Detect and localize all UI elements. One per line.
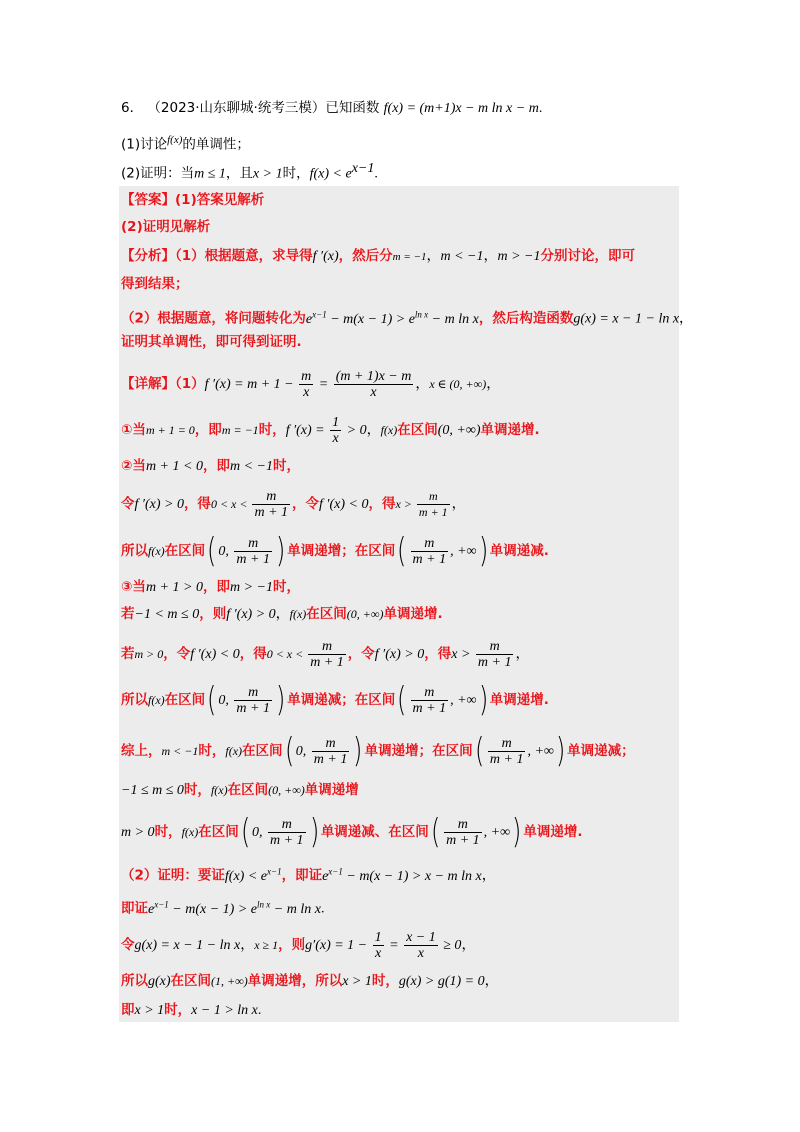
analysis-l3a: （2）根据题意，将问题转化为 — [121, 310, 306, 327]
answer-label: 【答案】 — [121, 192, 175, 208]
case3-r2-line: 若m > 0，令f ′(x) < 0，得0 < x < $\frac{m}{m + 1}$ ，令f ′(x) > 0，得x > $\frac{m}{m + 1}$ ， — [121, 638, 530, 670]
sum-c: 在区间 — [242, 743, 283, 759]
analysis-label: 【分析】 — [121, 248, 175, 264]
case3-r1a: 若 — [121, 606, 135, 622]
problem-source: （2023·山东聊城·统考三模）已知函数 — [147, 100, 380, 116]
q1-tail: 的单调性； — [182, 136, 250, 153]
part2-line-4: 所以g(x)在区间(1, +∞)单调递增，所以x > 1时，g(x) > g(1) = 0， — [121, 973, 499, 989]
case2-la: 令 — [121, 496, 135, 512]
q1-lead: (1)讨论 — [121, 136, 168, 153]
q2-lead: (2)证明：当 — [121, 165, 195, 182]
analysis-l1a: （1）根据题意，求导得 — [175, 248, 313, 264]
sum2-d: 单调递增 — [304, 782, 359, 798]
case3-sb: 在区间 — [164, 692, 206, 708]
case3-c: 时， — [272, 579, 300, 595]
case2-lb: ，得 — [183, 496, 211, 512]
case1-c: 时， — [258, 422, 286, 438]
sum3-d: 单调递减、在区间 — [320, 824, 429, 840]
case3-r2a: 若 — [121, 646, 135, 662]
q2-mid: ，且 — [225, 165, 253, 182]
part2-line-5: 即x > 1时，x − 1 > ln x. — [121, 1002, 262, 1018]
case3-a: ③当 — [121, 579, 146, 595]
sum-e: 单调递减； — [567, 743, 635, 759]
case3-r2e: ，得 — [424, 646, 452, 662]
p2-f: 所以 — [121, 973, 148, 989]
case3-so-line: 所以f(x)在区间( 0, $\frac{m}{m + 1}$ ) 单调递减；在区间( $\frac{m}{m + 1}$ , +∞) 单调递增. — [121, 680, 549, 720]
case3-r2d: ，令 — [347, 646, 375, 662]
case2-let-line: 令f ′(x) > 0，得0 < x < $\frac{m}{m + 1}$ ，令f ′(x) < 0，得x > $\frac{m}{m + 1}$ ， — [121, 488, 466, 520]
question-1 — [121, 131, 250, 154]
case3-r2b: ，令 — [163, 646, 191, 662]
problem-function: f(x) = (m+1)x − m ln x − m — [383, 101, 539, 116]
case3-sa: 所以 — [121, 692, 148, 708]
p2-g: 在区间 — [170, 973, 212, 989]
case2-c: 时， — [272, 458, 300, 474]
case2-so-line: 所以f(x)在区间( 0, $\frac{m}{m + 1}$ ) 单调递增；在区间( $\frac{m}{m + 1}$ , +∞) 单调递减. — [121, 531, 549, 571]
case3-sc: 单调递减；在区间 — [287, 692, 396, 708]
p2-j: 即 — [121, 1002, 135, 1018]
sum3-b: 时， — [154, 824, 182, 840]
case1-e: 单调递增. — [480, 422, 540, 438]
p2-c: 即证 — [121, 900, 148, 917]
case2-ld: ，得 — [368, 496, 396, 512]
sum2-b: 时， — [183, 782, 211, 798]
case3-r2c: ，得 — [239, 646, 267, 662]
analysis-l3b: ，然后构造函数 — [478, 310, 574, 327]
sum-b: 时， — [198, 743, 226, 759]
sum3-c: 在区间 — [198, 824, 239, 840]
case2-sd: 单调递减. — [489, 543, 549, 559]
case2-a: ②当 — [121, 458, 146, 474]
case3-r1c: 在区间 — [306, 606, 347, 622]
p2-k: 时， — [164, 1002, 192, 1018]
case2-sb: 在区间 — [164, 543, 206, 559]
p2-a: （2）证明：要证 — [121, 867, 225, 884]
q2-ineq: f(x) < e — [309, 166, 352, 182]
analysis-line-1: 【分析】（1）根据题意，求导得f ′(x)，然后分m = −1，m < −1，m > −1分别讨论，即可 — [121, 248, 635, 264]
case3-r1b: ，则 — [199, 606, 227, 622]
answer-1: (1)答案见解析 — [175, 192, 265, 208]
case2-sa: 所以 — [121, 543, 148, 559]
analysis-line-2 — [121, 275, 189, 293]
case3-sd: 单调递增. — [489, 692, 549, 708]
p2-i: 时， — [371, 973, 399, 989]
answer-line-2 — [121, 218, 210, 236]
sum-d: 单调递增；在区间 — [364, 743, 473, 759]
analysis-l2: 得到结果； — [121, 276, 189, 292]
case2-b: ，即 — [202, 458, 230, 474]
summary-line-1: 综上，m < −1时，f(x)在区间( 0, $\frac{m}{m + 1}$ ) 单调递增；在区间( $\frac{m}{m + 1}$ , +∞) 单调递减； — [121, 731, 635, 771]
p2-b: ，即证 — [281, 867, 323, 884]
summary-line-2: −1 ≤ m ≤ 0时，f(x)在区间(0, +∞)单调递增 — [121, 782, 359, 798]
sum3-e: 单调递增. — [523, 824, 583, 840]
analysis-line-4 — [121, 333, 302, 351]
case2-line: ②当m + 1 < 0，即m < −1时， — [121, 458, 300, 474]
case3-r1d: 单调递增. — [383, 606, 443, 622]
analysis-l1c: 分别讨论，即可 — [540, 248, 635, 264]
detail-line-1: 【详解】（1）f ′(x) = m + 1 − $\frac{m}{x}$ = $\frac{(m + 1)x - m}{x}$ ，x ∈ (0, +∞)， — [121, 368, 501, 400]
question-2: (2)证明：当m ≤ 1，且x > 1时，$f(x) < e^{x-1}$. — [121, 161, 378, 182]
case3-b: ，即 — [202, 579, 230, 595]
case3-line: ③当m + 1 > 0，即m > −1时， — [121, 579, 300, 595]
q2-tail: 时， — [282, 165, 310, 182]
analysis-l4: 证明其单调性，即可得到证明. — [121, 334, 302, 350]
q2-cond: m ≤ 1 — [194, 166, 226, 182]
problem-number: 6． — [121, 100, 144, 116]
p2-d: 令 — [121, 937, 135, 953]
detail-p1: （1） — [175, 376, 205, 392]
problem-line: 6． （2023·山东聊城·统考三模）已知函数 f(x) = (m+1)x − m ln x − m. — [121, 100, 543, 116]
q2-cond2: x > 1 — [252, 166, 283, 182]
q1-func: f(x) — [167, 134, 183, 146]
case2-lc: ，令 — [292, 496, 320, 512]
part2-line-3: 令g(x) = x − 1 − ln x，x ≥ 1，则g′(x) = 1 − $\frac{1}{x}$ = $\frac{x - 1}{x}$ ≥ 0， — [121, 929, 476, 961]
case1-b: ，即 — [194, 422, 222, 438]
case1-d: 在区间 — [397, 422, 438, 438]
case1-line: ①当m + 1 = 0，即m = −1时，f ′(x) = $\frac{1}{x}$ > 0，f(x)在区间(0, +∞)单调递增. — [121, 414, 540, 446]
summary-line-3: m > 0时，f(x)在区间( 0, $\frac{m}{m + 1}$ ) 单调递减、在区间( $\frac{m}{m + 1}$ , +∞) 单调递增. — [121, 812, 583, 852]
case1-a: ①当 — [121, 422, 146, 438]
detail-label: 【详解】 — [121, 376, 175, 392]
case2-sc: 单调递增；在区间 — [287, 543, 396, 559]
part2-line-1: （2）证明：要证$f(x) < e^{x-1}$，即证$e^{x-1} - m(x - 1) > x - m$ ln x， — [121, 866, 496, 884]
p2-e: ，则 — [278, 937, 306, 953]
analysis-line-3: （2）根据题意，将问题转化为$e^{x-1} - m(x - 1) > e^{ln x} - m$ ln x，然后构造函数g(x) = x − 1 − ln x， — [121, 309, 694, 327]
answer-2: (2)证明见解析 — [121, 219, 211, 235]
p2-h: 单调递增，所以 — [247, 973, 343, 989]
case3-r1-line: 若−1 < m ≤ 0，则f ′(x) > 0，f(x)在区间(0, +∞)单调递增. — [121, 606, 443, 622]
part2-line-2: 即证$e^{x-1} - m(x - 1) > e^{ln x} - m$ ln x. — [121, 899, 325, 917]
analysis-l1b: ，然后分 — [338, 248, 393, 264]
sum-a: 综上， — [121, 743, 162, 759]
sum2-c: 在区间 — [227, 782, 269, 798]
answer-line-1 — [121, 191, 264, 209]
